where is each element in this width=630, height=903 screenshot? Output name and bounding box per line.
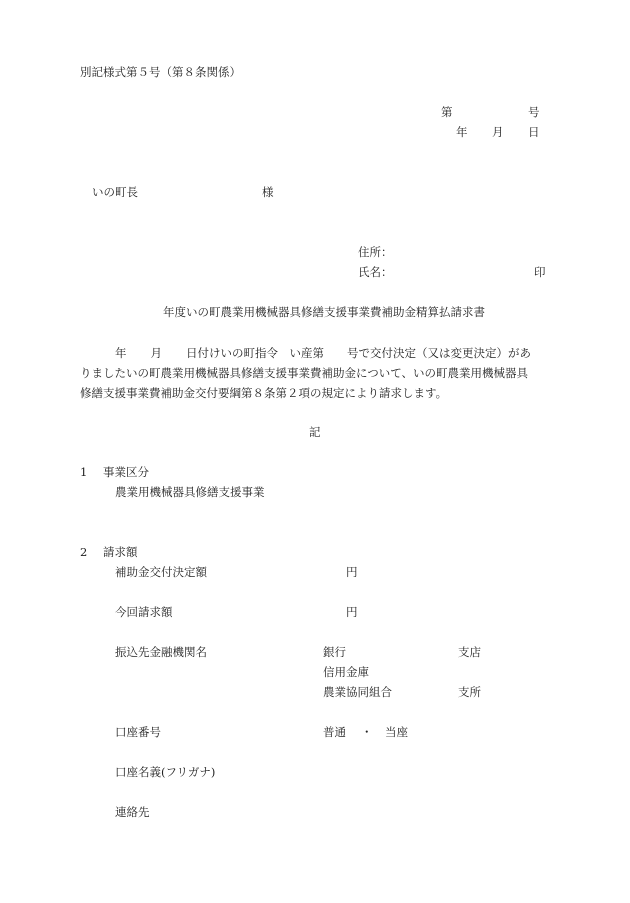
- date-year: 年: [456, 125, 468, 139]
- account-type-separator: ・: [361, 725, 373, 739]
- address-label: 住所：: [358, 245, 393, 259]
- doc-number-suffix: 号: [528, 105, 540, 119]
- form-number: 別記様式第５号（第８条関係）: [80, 65, 241, 79]
- body-line-3: 修繕支援事業費補助金交付要綱第８条第２項の規定により請求します。: [80, 386, 448, 400]
- doc-number-prefix: 第: [441, 105, 453, 119]
- date-day: 日: [528, 125, 540, 139]
- current-request-unit: 円: [346, 605, 358, 619]
- bank-label: 振込先金融機関名: [115, 645, 207, 659]
- addressee-honorific: 様: [262, 185, 274, 199]
- contact-label: 連絡先: [115, 805, 150, 819]
- bank-option-shinkin: 信用金庫: [323, 665, 369, 679]
- addressee-name: いの町長: [92, 185, 138, 199]
- name-label: 氏名：: [358, 265, 393, 279]
- account-type-ordinary: 普通: [323, 725, 346, 739]
- document-title: 年度いの町農業用機械器具修繕支援事業費補助金精算払請求書: [163, 305, 485, 319]
- section-2-number: 2: [80, 545, 88, 559]
- account-type-current: 当座: [385, 725, 408, 739]
- body-line-1-text: 日付けいの町指令 い産第 号で交付決定（又は変更決定）があ: [186, 346, 531, 360]
- current-request-label: 今回請求額: [115, 605, 173, 619]
- body-line-1: [80, 343, 552, 363]
- seal-mark: 印: [534, 265, 546, 279]
- business-category-value: 農業用機械器具修繕支援事業: [115, 485, 265, 499]
- ki-heading: 記: [309, 425, 321, 439]
- grant-decision-label: 補助金交付決定額: [115, 565, 207, 579]
- body-line-2: りましたいの町農業用機械器具修繕支援事業費補助金について、いの町農業用機械器具: [80, 366, 529, 380]
- account-number-label: 口座番号: [115, 725, 161, 739]
- section-1-number: 1: [80, 465, 88, 479]
- section-2-heading: 請求額: [103, 545, 138, 559]
- section-1-heading: 事業区分: [103, 465, 149, 479]
- branch-label: 支店: [458, 645, 481, 659]
- date-month: 月: [492, 125, 504, 139]
- grant-decision-unit: 円: [346, 565, 358, 579]
- bank-option-bank: 銀行: [323, 645, 346, 659]
- bank-option-ja: 農業協同組合: [323, 685, 392, 699]
- body-month: 月: [150, 346, 162, 360]
- body-year: 年: [115, 346, 127, 360]
- branch-office-label: 支所: [458, 685, 481, 699]
- account-name-label: 口座名義(フリガナ): [115, 765, 216, 779]
- body-paragraph: [80, 343, 552, 403]
